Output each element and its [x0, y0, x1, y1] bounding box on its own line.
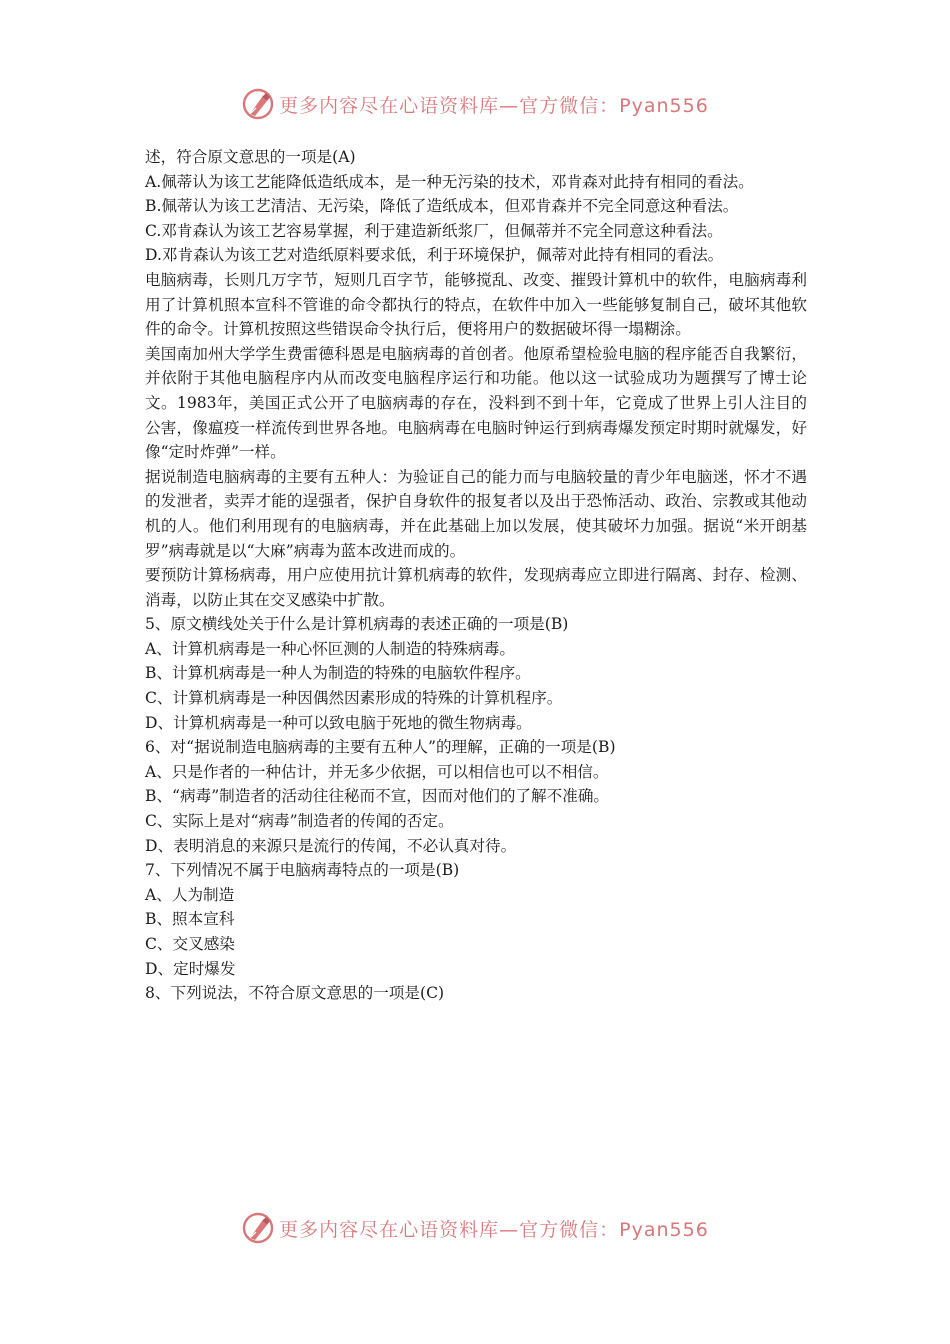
option-b: B.佩蒂认为该工艺清洁、无污染，降低了造纸成本，但邓肯森并不完全同意这种看法。 [145, 197, 739, 216]
footer-watermark-banner [0, 1208, 950, 1248]
question-8: 8、下列说法，不符合原文意思的一项是(C) [145, 984, 445, 1003]
watermark-text: 更多内容尽在心语资料库—官方微信：Pyan556 [279, 1218, 709, 1241]
question-7-option-c: C、交叉感染 [145, 935, 235, 953]
passage-paragraph: 电脑病毒，长则几万字节，短则几百字节，能够搅乱、改变、摧毁计算机中的软件，电脑病毒利用了计算机照本宣科不管谁的命令都执行的特点，在软件中加入一些能够复制自己，破坏其他软件的命令。计算机按照这些错误命令执行后，便将用户的数据破坏得一塌糊涂。 [145, 270, 807, 339]
question-7-option-b: B、照本宣科 [145, 910, 235, 929]
option-c: C.邓肯森认为该工艺容易掌握，利于建造新纸浆厂，但佩蒂并不完全同意这种看法。 [145, 221, 723, 240]
question-5-option-d: D、计算机病毒是一种可以致电脑于死地的微生物病毒。 [145, 713, 532, 732]
pen-nib-circle-icon [241, 1211, 275, 1245]
passage-paragraph: 据说制造电脑病毒的主要有五种人：为验证自己的能力而与电脑较量的青少年电脑迷，怀才不遇的发泄者，卖弄才能的逞强者，保护自身软件的报复者以及出于恐怖活动、政治、宗教或其他动机的人。他们利用现有的电脑病毒，并在此基础上加以发展，使其破坏力加强。据说“米开朗基罗”病毒就是以“大麻”病毒为蓝本改进而成的。 [145, 467, 807, 560]
question-6-option-c: C、实际上是对“病毒”制造者的传闻的否定。 [145, 812, 454, 831]
question-6-option-a: A、只是作者的一种估计，并无多少依据，可以相信也可以不相信。 [145, 762, 609, 781]
question-6-option-b: B、“病毒”制造者的活动往往秘而不宣，因而对他们的了解不准确。 [145, 787, 610, 806]
question-7-option-d: D、定时爆发 [145, 959, 236, 978]
passage-paragraph: 美国南加州大学学生费雷德科恩是电脑病毒的首创者。他原希望检验电脑的程序能否自我繁衍，并依附于其他电脑程序内从而改变电脑程序运行和功能。他以这一试验成功为题撰写了博士论文。1983年，美国正式公开了电脑病毒的存在，没料到不到十年，它竟成了世界上引人注目的公害，像瘟疫一样流传到世界各地。电脑病毒在电脑时钟运行到病毒爆发预定时期时就爆发，好像“定时炸弹”一样。 [145, 344, 807, 462]
header-watermark-banner [0, 84, 950, 124]
question-6: 6、对“据说制造电脑病毒的主要有五种人”的理解，正确的一项是(B) [145, 738, 616, 757]
question-5-option-c: C、计算机病毒是一种因偶然因素形成的特殊的计算机程序。 [145, 689, 563, 708]
pen-nib-circle-icon [241, 87, 275, 121]
passage-paragraph: 要预防计算杨病毒，用户应使用抗计算机病毒的软件，发现病毒应立即进行隔离、封存、检测、消毒，以防止其在交叉感染中扩散。 [145, 566, 807, 609]
question-stem-continuation: 述，符合原文意思的一项是(A) [145, 148, 356, 166]
question-5-option-b: B、计算机病毒是一种人为制造的特殊的电脑软件程序。 [145, 664, 531, 683]
document-body [145, 145, 807, 1006]
question-7-option-a: A、人为制造 [145, 885, 235, 904]
question-7: 7、下列情况不属于电脑病毒特点的一项是(B) [145, 861, 460, 880]
watermark-text: 更多内容尽在心语资料库—官方微信：Pyan556 [279, 94, 709, 117]
option-d: D.邓肯森认为该工艺对造纸原料要求低，利于环境保护，佩蒂对此持有相同的看法。 [145, 246, 724, 265]
question-5-option-a: A、计算机病毒是一种心怀叵测的人制造的特殊病毒。 [145, 639, 515, 658]
question-5: 5、原文横线处关于什么是计算机病毒的表述正确的一项是(B) [145, 615, 569, 634]
question-6-option-d: D、表明消息的来源只是流行的传闻，不必认真对待。 [145, 836, 517, 855]
option-a: A.佩蒂认为该工艺能降低造纸成本，是一种无污染的技术，邓肯森对此持有相同的看法。 [145, 172, 754, 191]
